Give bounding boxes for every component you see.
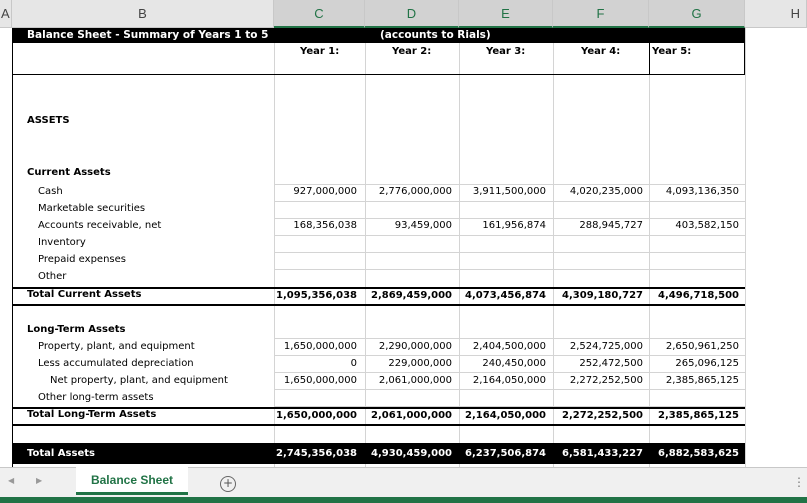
- column-header-d[interactable]: D: [365, 0, 459, 28]
- total-assets-label: Total Assets: [27, 448, 95, 459]
- cell-value[interactable]: 2,385,865,125: [665, 375, 739, 386]
- cell-value[interactable]: 2,776,000,000: [378, 186, 452, 197]
- row-label: Net property, plant, and equipment: [50, 375, 228, 386]
- status-bar: [0, 497, 807, 503]
- sheet-tab-bar: [0, 467, 807, 497]
- tab-nav-next-icon[interactable]: ▶: [36, 476, 43, 485]
- cell-value[interactable]: 2,404,500,000: [472, 341, 546, 352]
- year-5-header[interactable]: Year 5:: [652, 46, 692, 57]
- cell-value[interactable]: 1,650,000,000: [283, 341, 357, 352]
- sheet-tab-balance-sheet[interactable]: Balance Sheet: [76, 467, 188, 495]
- cell-value[interactable]: 240,450,000: [482, 358, 546, 369]
- tab-nav-prev-icon[interactable]: ◀: [8, 476, 15, 485]
- year-2-header[interactable]: Year 2:: [392, 46, 432, 57]
- total-cell-value[interactable]: 2,869,459,000: [371, 290, 452, 301]
- row-label: Other long-term assets: [38, 392, 154, 403]
- total-cell-value[interactable]: 4,073,456,874: [465, 290, 546, 301]
- year-1-header[interactable]: Year 1:: [300, 46, 340, 57]
- cell-value[interactable]: 161,956,874: [482, 220, 546, 231]
- row-label: Inventory: [38, 237, 86, 248]
- total-cell-value[interactable]: 6,882,583,625: [658, 448, 739, 459]
- column-header-h[interactable]: H: [745, 0, 807, 28]
- year-4-header[interactable]: Year 4:: [581, 46, 621, 57]
- sheet-subtitle: (accounts to Rials): [380, 29, 491, 41]
- cell-value[interactable]: 252,472,500: [579, 358, 643, 369]
- row-label: Accounts receivable, net: [38, 220, 162, 231]
- cell-value[interactable]: 927,000,000: [293, 186, 357, 197]
- row-label: Other: [38, 271, 67, 282]
- more-options-icon[interactable]: ⋮: [793, 475, 805, 489]
- total-cell-value[interactable]: 6,581,433,227: [562, 448, 643, 459]
- cell-value[interactable]: 168,356,038: [293, 220, 357, 231]
- cell-value[interactable]: 2,272,252,500: [569, 375, 643, 386]
- cell-value[interactable]: 1,650,000,000: [283, 375, 357, 386]
- total-cell-value[interactable]: 2,061,000,000: [371, 410, 452, 421]
- cell-value[interactable]: 265,096,125: [675, 358, 739, 369]
- sheet-title: Balance Sheet - Summary of Years 1 to 5: [27, 29, 269, 41]
- row-label: Less accumulated depreciation: [38, 358, 194, 369]
- total-cell-value[interactable]: 6,237,506,874: [465, 448, 546, 459]
- total-cell-value[interactable]: 4,496,718,500: [658, 290, 739, 301]
- cell-value[interactable]: 2,061,000,000: [378, 375, 452, 386]
- add-sheet-button[interactable]: +: [220, 476, 236, 492]
- year-3-header[interactable]: Year 3:: [486, 46, 526, 57]
- assets-label: ASSETS: [27, 115, 70, 126]
- total-cell-value[interactable]: 4,309,180,727: [562, 290, 643, 301]
- column-header-e[interactable]: E: [459, 0, 553, 28]
- column-header-b[interactable]: B: [12, 0, 274, 28]
- total-cell-value[interactable]: 2,745,356,038: [276, 448, 357, 459]
- column-header-g[interactable]: G: [649, 0, 745, 28]
- total-cell-value[interactable]: 1,095,356,038: [276, 290, 357, 301]
- column-header-a[interactable]: A: [0, 0, 12, 28]
- row-label: Prepaid expenses: [38, 254, 126, 265]
- row-label: Property, plant, and equipment: [38, 341, 195, 352]
- column-header-f[interactable]: F: [553, 0, 649, 28]
- row-label: Marketable securities: [38, 203, 146, 214]
- cell-value[interactable]: 4,020,235,000: [569, 186, 643, 197]
- cell-value[interactable]: 229,000,000: [388, 358, 452, 369]
- cell-value[interactable]: 2,524,725,000: [569, 341, 643, 352]
- cell-value[interactable]: 93,459,000: [394, 220, 452, 231]
- cell-value[interactable]: 0: [350, 358, 357, 369]
- current-assets-heading: Current Assets: [27, 167, 111, 178]
- row-label: Cash: [38, 186, 63, 197]
- cell-value[interactable]: 2,650,961,250: [665, 341, 739, 352]
- long-term-assets-heading: Long-Term Assets: [27, 324, 126, 335]
- cell-value[interactable]: 2,290,000,000: [378, 341, 452, 352]
- total-current-assets-label: Total Current Assets: [27, 289, 142, 300]
- total-cell-value[interactable]: 1,650,000,000: [276, 410, 357, 421]
- cell-value[interactable]: 2,164,050,000: [472, 375, 546, 386]
- cell-value[interactable]: 4,093,136,350: [665, 186, 739, 197]
- total-cell-value[interactable]: 2,272,252,500: [562, 410, 643, 421]
- total-long-term-assets-label: Total Long-Term Assets: [27, 409, 157, 420]
- total-cell-value[interactable]: 2,164,050,000: [465, 410, 546, 421]
- cell-value[interactable]: 3,911,500,000: [472, 186, 546, 197]
- total-cell-value[interactable]: 2,385,865,125: [658, 410, 739, 421]
- total-cell-value[interactable]: 4,930,459,000: [371, 448, 452, 459]
- cell-value[interactable]: 403,582,150: [675, 220, 739, 231]
- column-header-c[interactable]: C: [274, 0, 365, 28]
- cell-value[interactable]: 288,945,727: [579, 220, 643, 231]
